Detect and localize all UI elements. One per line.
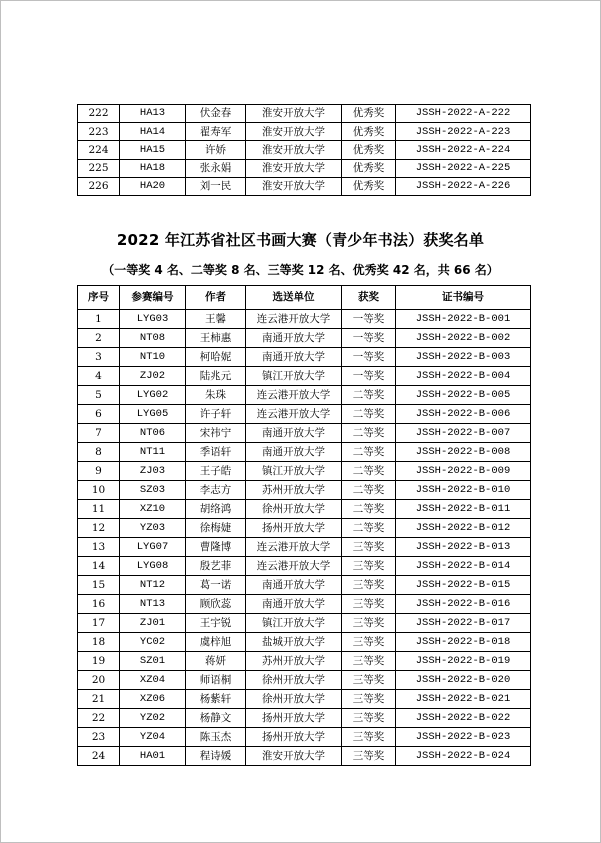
cell-certificate: JSSH-2022-B-011 <box>396 500 531 519</box>
table-row <box>78 367 531 386</box>
cell-unit: 盐城开放大学 <box>246 633 342 652</box>
cell-entry-id: HA14 <box>120 123 186 141</box>
cell-index: 7 <box>78 424 120 443</box>
cell-author: 胡络鸿 <box>186 500 246 519</box>
cell-entry-id: YC02 <box>120 633 186 652</box>
cell-author: 柯哈妮 <box>186 348 246 367</box>
cell-author: 葛一诺 <box>186 576 246 595</box>
cell-award: 二等奖 <box>342 405 396 424</box>
cell-unit: 扬州开放大学 <box>246 519 342 538</box>
cell-certificate: JSSH-2022-B-024 <box>396 747 531 766</box>
cell-award: 优秀奖 <box>342 123 396 141</box>
cell-award: 一等奖 <box>342 329 396 348</box>
cell-index: 14 <box>78 557 120 576</box>
cell-award: 三等奖 <box>342 652 396 671</box>
cell-index: 9 <box>78 462 120 481</box>
cell-award: 三等奖 <box>342 709 396 728</box>
cell-certificate: JSSH-2022-A-224 <box>396 141 531 159</box>
cell-index: 20 <box>78 671 120 690</box>
cell-unit: 淮安开放大学 <box>246 105 342 123</box>
table-row <box>78 310 531 329</box>
cell-award: 二等奖 <box>342 500 396 519</box>
table-row <box>78 386 531 405</box>
cell-index: 2 <box>78 329 120 348</box>
cell-unit: 南通开放大学 <box>246 329 342 348</box>
cell-index: 16 <box>78 595 120 614</box>
header-certificate: 证书编号 <box>396 286 531 310</box>
cell-unit: 徐州开放大学 <box>246 500 342 519</box>
cell-certificate: JSSH-2022-B-017 <box>396 614 531 633</box>
cell-index: 15 <box>78 576 120 595</box>
cell-unit: 连云港开放大学 <box>246 538 342 557</box>
cell-index: 8 <box>78 443 120 462</box>
cell-entry-id: XZ04 <box>120 671 186 690</box>
cell-author: 张永娟 <box>186 159 246 177</box>
table-row <box>78 538 531 557</box>
cell-entry-id: YZ03 <box>120 519 186 538</box>
cell-index: 225 <box>78 159 120 177</box>
cell-unit: 连云港开放大学 <box>246 310 342 329</box>
cell-award: 三等奖 <box>342 671 396 690</box>
cell-author: 曹隆博 <box>186 538 246 557</box>
cell-certificate: JSSH-2022-B-022 <box>396 709 531 728</box>
table-row <box>78 443 531 462</box>
cell-certificate: JSSH-2022-B-018 <box>396 633 531 652</box>
cell-entry-id: HA15 <box>120 141 186 159</box>
cell-author: 刘一民 <box>186 177 246 195</box>
cell-entry-id: NT11 <box>120 443 186 462</box>
cell-index: 17 <box>78 614 120 633</box>
table-row <box>78 614 531 633</box>
cell-award: 三等奖 <box>342 576 396 595</box>
header-author: 作者 <box>186 286 246 310</box>
cell-certificate: JSSH-2022-B-023 <box>396 728 531 747</box>
cell-entry-id: HA18 <box>120 159 186 177</box>
table-row <box>78 671 531 690</box>
cell-award: 优秀奖 <box>342 177 396 195</box>
cell-unit: 苏州开放大学 <box>246 481 342 500</box>
cell-award: 三等奖 <box>342 614 396 633</box>
cell-award: 三等奖 <box>342 633 396 652</box>
cell-unit: 南通开放大学 <box>246 348 342 367</box>
cell-certificate: JSSH-2022-B-021 <box>396 690 531 709</box>
cell-award: 一等奖 <box>342 310 396 329</box>
cell-entry-id: SZ03 <box>120 481 186 500</box>
cell-entry-id: XZ10 <box>120 500 186 519</box>
table-row <box>78 141 531 159</box>
cell-certificate: JSSH-2022-A-226 <box>396 177 531 195</box>
cell-award: 三等奖 <box>342 690 396 709</box>
cell-unit: 扬州开放大学 <box>246 728 342 747</box>
table-row <box>78 481 531 500</box>
cell-award: 二等奖 <box>342 386 396 405</box>
cell-entry-id: XZ06 <box>120 690 186 709</box>
cell-index: 19 <box>78 652 120 671</box>
cell-award: 二等奖 <box>342 443 396 462</box>
cell-index: 6 <box>78 405 120 424</box>
table-row <box>78 595 531 614</box>
cell-index: 4 <box>78 367 120 386</box>
cell-unit: 镇江开放大学 <box>246 462 342 481</box>
cell-unit: 淮安开放大学 <box>246 141 342 159</box>
cell-certificate: JSSH-2022-B-008 <box>396 443 531 462</box>
cell-entry-id: ZJ02 <box>120 367 186 386</box>
cell-certificate: JSSH-2022-A-222 <box>396 105 531 123</box>
cell-entry-id: SZ01 <box>120 652 186 671</box>
cell-index: 1 <box>78 310 120 329</box>
table-row <box>78 424 531 443</box>
cell-award: 三等奖 <box>342 747 396 766</box>
cell-certificate: JSSH-2022-B-019 <box>396 652 531 671</box>
cell-certificate: JSSH-2022-A-225 <box>396 159 531 177</box>
cell-entry-id: ZJ01 <box>120 614 186 633</box>
cell-unit: 南通开放大学 <box>246 576 342 595</box>
cell-author: 许娇 <box>186 141 246 159</box>
table-row <box>78 405 531 424</box>
table-row <box>78 633 531 652</box>
cell-author: 徐梅婕 <box>186 519 246 538</box>
cell-unit: 连云港开放大学 <box>246 405 342 424</box>
cell-entry-id: NT10 <box>120 348 186 367</box>
cell-index: 21 <box>78 690 120 709</box>
cell-author: 王宇锐 <box>186 614 246 633</box>
cell-index: 223 <box>78 123 120 141</box>
cell-index: 13 <box>78 538 120 557</box>
cell-author: 虞梓旭 <box>186 633 246 652</box>
cell-entry-id: LYG07 <box>120 538 186 557</box>
cell-author: 王馨 <box>186 310 246 329</box>
cell-entry-id: HA01 <box>120 747 186 766</box>
cell-author: 宋祎宁 <box>186 424 246 443</box>
cell-certificate: JSSH-2022-B-020 <box>396 671 531 690</box>
table-row <box>78 123 531 141</box>
header-award: 获奖 <box>342 286 396 310</box>
table-row <box>78 500 531 519</box>
cell-award: 三等奖 <box>342 538 396 557</box>
cell-author: 顾欣蕊 <box>186 595 246 614</box>
cell-entry-id: HA13 <box>120 105 186 123</box>
cell-award: 三等奖 <box>342 728 396 747</box>
cell-entry-id: NT08 <box>120 329 186 348</box>
table-row <box>78 462 531 481</box>
cell-index: 23 <box>78 728 120 747</box>
cell-index: 24 <box>78 747 120 766</box>
cell-certificate: JSSH-2022-B-001 <box>396 310 531 329</box>
cell-author: 程诗媛 <box>186 747 246 766</box>
cell-unit: 南通开放大学 <box>246 595 342 614</box>
cell-author: 季语轩 <box>186 443 246 462</box>
cell-index: 18 <box>78 633 120 652</box>
cell-award: 二等奖 <box>342 481 396 500</box>
cell-award: 一等奖 <box>342 367 396 386</box>
cell-award: 二等奖 <box>342 424 396 443</box>
table-header-row <box>78 286 531 310</box>
cell-index: 11 <box>78 500 120 519</box>
cell-certificate: JSSH-2022-B-010 <box>396 481 531 500</box>
cell-award: 三等奖 <box>342 557 396 576</box>
cell-award: 优秀奖 <box>342 159 396 177</box>
table-row <box>78 728 531 747</box>
table-row <box>78 557 531 576</box>
cell-unit: 淮安开放大学 <box>246 123 342 141</box>
cell-entry-id: HA20 <box>120 177 186 195</box>
cell-index: 224 <box>78 141 120 159</box>
table-row <box>78 576 531 595</box>
cell-author: 许子轩 <box>186 405 246 424</box>
cell-unit: 南通开放大学 <box>246 424 342 443</box>
cell-certificate: JSSH-2022-B-003 <box>396 348 531 367</box>
table-row <box>78 519 531 538</box>
header-index: 序号 <box>78 286 120 310</box>
cell-author: 蒋妍 <box>186 652 246 671</box>
cell-certificate: JSSH-2022-B-014 <box>396 557 531 576</box>
cell-certificate: JSSH-2022-B-006 <box>396 405 531 424</box>
table-row <box>78 177 531 195</box>
table-row <box>78 105 531 123</box>
cell-entry-id: LYG05 <box>120 405 186 424</box>
cell-award: 二等奖 <box>342 519 396 538</box>
table-row <box>78 709 531 728</box>
awards-table <box>77 285 531 766</box>
cell-entry-id: NT12 <box>120 576 186 595</box>
cell-certificate: JSSH-2022-B-007 <box>396 424 531 443</box>
cell-award: 一等奖 <box>342 348 396 367</box>
cell-certificate: JSSH-2022-B-012 <box>396 519 531 538</box>
cell-unit: 淮安开放大学 <box>246 747 342 766</box>
cell-unit: 淮安开放大学 <box>246 177 342 195</box>
page-subtitle: （一等奖 4 名、二等奖 8 名、三等奖 12 名、优秀奖 42 名，共 66 名） <box>102 263 499 277</box>
table-row <box>78 652 531 671</box>
cell-entry-id: LYG02 <box>120 386 186 405</box>
cell-index: 226 <box>78 177 120 195</box>
table-row <box>78 690 531 709</box>
header-unit: 选送单位 <box>246 286 342 310</box>
cell-author: 李志方 <box>186 481 246 500</box>
cell-award: 二等奖 <box>342 462 396 481</box>
table-row <box>78 747 531 766</box>
cell-index: 22 <box>78 709 120 728</box>
cell-author: 杨静文 <box>186 709 246 728</box>
cell-certificate: JSSH-2022-B-004 <box>396 367 531 386</box>
cell-author: 王柿惠 <box>186 329 246 348</box>
cell-author: 殷艺菲 <box>186 557 246 576</box>
header-entry-id: 参赛编号 <box>120 286 186 310</box>
cell-entry-id: YZ02 <box>120 709 186 728</box>
cell-unit: 苏州开放大学 <box>246 652 342 671</box>
cell-index: 5 <box>78 386 120 405</box>
table-row <box>78 159 531 177</box>
cell-certificate: JSSH-2022-B-016 <box>396 595 531 614</box>
cell-certificate: JSSH-2022-A-223 <box>396 123 531 141</box>
cell-certificate: JSSH-2022-B-009 <box>396 462 531 481</box>
cell-unit: 镇江开放大学 <box>246 614 342 633</box>
cell-author: 翟寿军 <box>186 123 246 141</box>
cell-unit: 徐州开放大学 <box>246 690 342 709</box>
cell-author: 陆兆元 <box>186 367 246 386</box>
cell-index: 12 <box>78 519 120 538</box>
table-row <box>78 348 531 367</box>
cell-author: 王子皓 <box>186 462 246 481</box>
cell-award: 优秀奖 <box>342 141 396 159</box>
cell-certificate: JSSH-2022-B-005 <box>396 386 531 405</box>
cell-author: 伏金春 <box>186 105 246 123</box>
page-title: 2022 年江苏省社区书画大赛（青少年书法）获奖名单 <box>116 231 485 249</box>
cell-award: 三等奖 <box>342 595 396 614</box>
cell-entry-id: NT06 <box>120 424 186 443</box>
cell-entry-id: NT13 <box>120 595 186 614</box>
cell-unit: 镇江开放大学 <box>246 367 342 386</box>
cell-unit: 连云港开放大学 <box>246 557 342 576</box>
cell-author: 陈玉杰 <box>186 728 246 747</box>
cell-certificate: JSSH-2022-B-015 <box>396 576 531 595</box>
cell-entry-id: LYG08 <box>120 557 186 576</box>
cell-entry-id: YZ04 <box>120 728 186 747</box>
cell-author: 朱珠 <box>186 386 246 405</box>
table-row <box>78 329 531 348</box>
cell-index: 3 <box>78 348 120 367</box>
cell-entry-id: LYG03 <box>120 310 186 329</box>
cell-entry-id: ZJ03 <box>120 462 186 481</box>
cell-unit: 扬州开放大学 <box>246 709 342 728</box>
cell-unit: 淮安开放大学 <box>246 159 342 177</box>
cell-author: 师语桐 <box>186 671 246 690</box>
cell-index: 10 <box>78 481 120 500</box>
cell-author: 杨紫轩 <box>186 690 246 709</box>
cell-unit: 南通开放大学 <box>246 443 342 462</box>
cell-certificate: JSSH-2022-B-002 <box>396 329 531 348</box>
cell-index: 222 <box>78 105 120 123</box>
cell-award: 优秀奖 <box>342 105 396 123</box>
cell-unit: 徐州开放大学 <box>246 671 342 690</box>
previous-awards-table <box>77 104 531 196</box>
cell-certificate: JSSH-2022-B-013 <box>396 538 531 557</box>
cell-unit: 连云港开放大学 <box>246 386 342 405</box>
